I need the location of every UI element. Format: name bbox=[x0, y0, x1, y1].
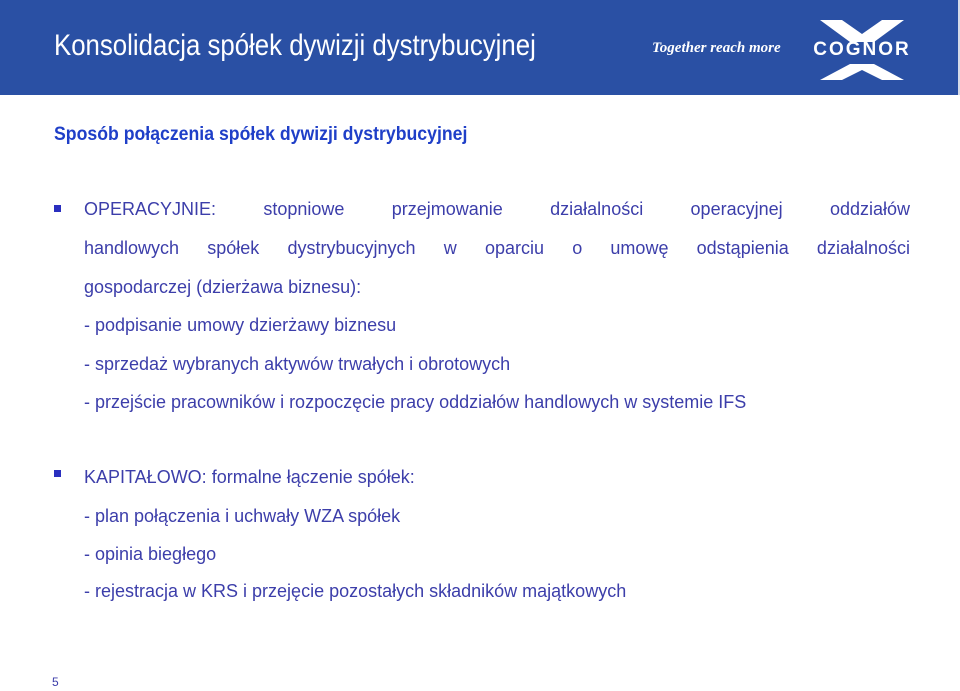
header-bar bbox=[0, 0, 960, 95]
text-line: - podpisanie umowy dzierżawy biznesu bbox=[84, 315, 397, 335]
bullet-square-icon bbox=[54, 205, 61, 212]
text-line: KAPITAŁOWO: formalne łączenie spółek: bbox=[84, 467, 415, 487]
text-line: gospodarczej (dzierżawa biznesu): bbox=[84, 277, 362, 297]
bullet-square-icon bbox=[54, 470, 61, 477]
page-number: 5 bbox=[52, 675, 59, 689]
logo-text: COGNOR bbox=[813, 39, 911, 60]
text-line: handlowych spółek dystrybucyjnych w oparciu o umowę odstąpienia działalności bbox=[84, 238, 910, 258]
section-subtitle: Sposób połączenia spółek dywizji dystrybucyjnej bbox=[54, 124, 468, 145]
page-title: Konsolidacja spółek dywizji dystrybucyjnej bbox=[54, 29, 536, 62]
text-line: - plan połączenia i uchwały WZA spółek bbox=[84, 506, 401, 526]
text-line: OPERACYJNIE: stopniowe przejmowanie działalności operacyjnej oddziałów bbox=[84, 199, 910, 219]
text-line: - sprzedaż wybranych aktywów trwałych i obrotowych bbox=[84, 354, 511, 374]
text-line: - opinia biegłego bbox=[84, 544, 217, 564]
text-line: - przejście pracowników i rozpoczęcie pracy oddziałów handlowych w systemie IFS bbox=[84, 392, 747, 412]
tagline: Together reach more bbox=[652, 40, 781, 56]
text-line: - rejestracja w KRS i przejęcie pozostałych składników majątkowych bbox=[84, 581, 627, 601]
